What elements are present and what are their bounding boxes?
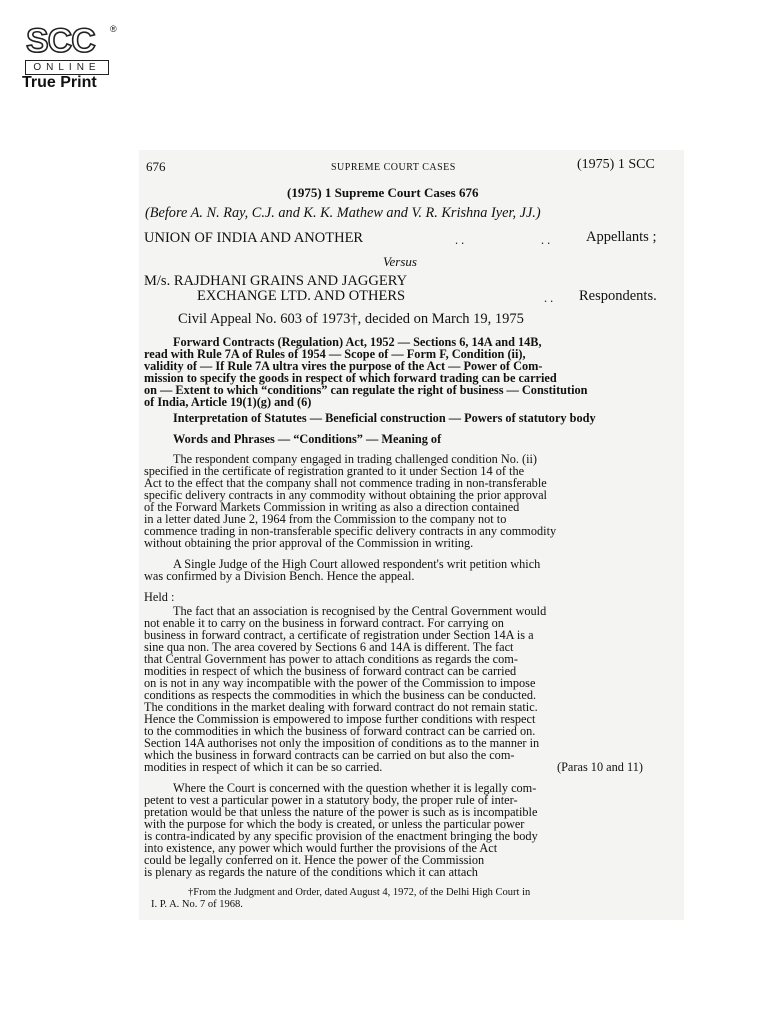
running-title: SUPREME COURT CASES [331,162,456,173]
text-line: is plenary as regards the nature of the conditions which it can attach [144,865,478,879]
appellant-dots-2: . . [541,233,551,247]
page-number: 676 [146,159,166,174]
headnote-line: read with Rule 7A of Rules of 1954 — Scope of — Form F, Condition (ii), [144,347,526,361]
headnote-interpretation: Interpretation of Statutes — Beneficial construction — Powers of statutory body [173,411,596,425]
text-line: business in forward contract, a certificate of registration under Section 14A is a [144,628,534,642]
respondent-line1: M/s. RAJDHANI GRAINS AND JAGGERY [144,273,408,289]
text-line: in a letter dated June 2, 1964 from the Commission to the company not to [144,512,507,526]
paragraph-reference: (Paras 10 and 11) [557,760,643,774]
footnote-line: †From the Judgment and Order, dated August 4, 1972, of the Delhi High Court in [188,887,531,898]
text-line: not enable it to carry on the business in forward contract. For carrying on [144,616,504,630]
text-line: which the business in forward contracts can be carried on but also the com- [144,748,515,762]
held-heading: Held : [144,590,175,604]
text-line: Section 14A authorises not only the imposition of conditions as to the manner in [144,736,540,750]
scc-online-logo [20,22,120,94]
respondent-role: Respondents. [579,288,657,304]
text-line: with the purpose for which the body is created, or unless the particular power [144,817,525,831]
text-line: Where the Court is concerned with the question whether it is legally com- [173,781,537,795]
text-line: pretation would be that unless the nature of the power is such as is incompatible [144,805,538,819]
logo-registered-mark: ® [110,24,117,34]
text-line: sine qua non. The area covered by Sections 6 and 14A is different. The fact [144,640,514,654]
citation-title: (1975) 1 Supreme Court Cases 676 [287,185,479,200]
footnote-line: I. P. A. No. 7 of 1968. [151,899,243,910]
logo-brand: SCC [26,22,95,60]
text-line: The fact that an association is recognised by the Central Government would [173,604,547,618]
header-citation: (1975) 1 SCC [577,157,655,172]
headnote-line: on — Extent to which “conditions” can regulate the right of business — Constitution [144,383,588,397]
appellant-role: Appellants ; [586,229,657,245]
document-page [139,150,684,920]
headnote-line: mission to specify the goods in respect of which forward trading can be carried [144,371,557,385]
text-line: to the commodities in which the business of forward contract can be carried on. [144,724,536,738]
logo-tagline: True Print [22,74,97,91]
text-line: without obtaining the prior approval of the Commission in writing. [144,536,474,550]
headnote-line: of India, Article 19(1)(g) and (6) [144,395,312,409]
bench: (Before A. N. Ray, C.J. and K. K. Mathew and V. R. Krishna Iyer, JJ.) [145,205,541,221]
text-line: A Single Judge of the High Court allowed respondent's writ petition which [173,557,541,571]
text-line: Hence the Commission is empowered to impose further conditions with respect [144,712,536,726]
text-line: specified in the certificate of registration granted to it under Section 14 of the [144,464,525,478]
appeal-line: Civil Appeal No. 603 of 1973†, decided on March 19, 1975 [178,311,524,327]
text-line: into existence, any power which would further the provisions of the Act [144,841,498,855]
appellant: UNION OF INDIA AND ANOTHER [144,230,364,246]
text-line: commence trading in non-transferable specific delivery contracts in any commodity [144,524,557,538]
text-line: Act to the effect that the company shall not commence trading in non-transferable [144,476,547,490]
appellant-dots: . . [455,233,465,247]
versus: Versus [383,254,417,269]
text-line: specific delivery contracts in any commodity without obtaining the prior approval [144,488,547,502]
text-line: was confirmed by a Division Bench. Hence the appeal. [144,569,415,583]
headnote-words: Words and Phrases — “Conditions” — Meaning of [173,432,442,446]
text-line: is contra-indicated by any specific provision of the enactment bringing the body [144,829,538,843]
text-line: conditions as respects the commodities in which the business can be conducted. [144,688,537,702]
text-line: petent to vest a particular power in a statutory body, the proper rule of inter- [144,793,518,807]
text-line: that Central Government has power to attach conditions as regards the com- [144,652,518,666]
text-line: The respondent company engaged in trading challenged condition No. (ii) [173,452,538,466]
text-line: on is not in any way incompatible with the power of the Commission to impose [144,676,536,690]
text-line: modities in respect of which it can be so carried. [144,760,383,774]
text-line: could be legally conferred on it. Hence the power of the Commission [144,853,485,867]
text-line: modities in respect of which the business of forward contract can be carried [144,664,517,678]
respondent-line2: EXCHANGE LTD. AND OTHERS [197,288,406,304]
text-line: The conditions in the market dealing with forward contract do not remain static. [144,700,538,714]
headnote-line: validity of — If Rule 7A ultra vires the purpose of the Act — Power of Com- [144,359,543,373]
headnote-line: Forward Contracts (Regulation) Act, 1952 — Sections 6, 14A and 14B, [173,335,542,349]
text-line: of the Forward Markets Commission in writing as also a direction contained [144,500,520,514]
logo-online-box: ONLINE [25,60,109,75]
respondent-dots: . . [544,291,554,305]
